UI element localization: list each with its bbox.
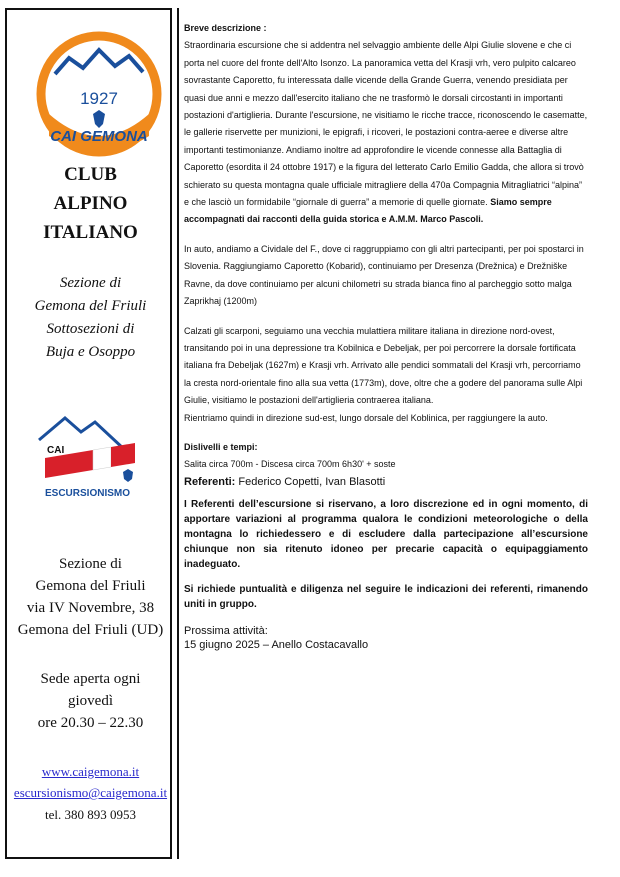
svg-text:ESCURSIONISMO: ESCURSIONISMO	[45, 488, 131, 499]
club-line: ITALIANO	[43, 222, 138, 243]
description-paragraph	[184, 37, 588, 228]
svg-text:CAI GEMONA: CAI GEMONA	[50, 128, 148, 145]
section-info	[7, 272, 174, 364]
svg-text:CAI: CAI	[47, 445, 65, 456]
next-activity-text: 15 giugno 2025 – Anello Costacavallo	[184, 639, 369, 652]
club-line: CLUB	[64, 164, 117, 185]
main-content	[184, 20, 588, 652]
hike-paragraph: Calzati gli scarponi, seguiamo una vecchia mulattiera militare italiana in direzione nord-ovest, transitando poi in una depressione tra Kobilnica e Debeljak, per poi percorrere la dorsale fortificata italiana fra Debeljak (1627m) e Krasji vrh. Arrivato alle pendici sommatali del Krasji vrh, percorriamo la cresta nord-orientale fino alla sua vetta (1773m), dove, oltre che a godere del panorama sulle Alpi Giulie, visitiamo le postazioni dell'artiglieria contraerea italiana.	[184, 325, 583, 406]
route-paragraph: In auto, andiamo a Cividale del F., dove ci raggruppiamo con gli altri partecipanti, per poi spostarci in Slovenia. Raggiungiamo Caporetto (Kobarid), continuiamo per Dresenza (Drežnica) e Drežniške Ravne, da dove continuiamo per alcuni chilometri su strada bianca fino al parcheggio sotto malga Zaprikhaj (1200m)	[184, 243, 584, 307]
section-line: Sottosezioni di	[46, 321, 135, 337]
section-line: Sezione di	[59, 275, 122, 291]
address-line: Gemona del Friuli (UD)	[17, 622, 164, 638]
description-bold: Siamo sempre accompagnati dai racconti della guida storica e A.M.M. Marco Pascoli.	[184, 197, 552, 225]
cai-escursionismo-logo	[35, 410, 151, 512]
svg-text:1927: 1927	[80, 89, 118, 108]
hours-line: ore 20.30 – 22.30	[37, 715, 144, 731]
description-label: Breve descrizione :	[184, 23, 267, 33]
next-activity-label: Prossima attività:	[184, 625, 268, 638]
return-paragraph: Rientriamo quindi in direzione sud-est, lungo dorsale del Koblinica, per raggiungere la auto.	[184, 412, 548, 423]
punctuality-note: Si richiede puntualità e diligenza nel seguire le indicazioni dei referenti, rimanendo uniti in gruppo.	[184, 584, 588, 611]
description-text: Straordinaria escursione che si addentra nel selvaggio ambiente delle Alpi Giulie slovene e che ci porta nel cuore del fronte dell'Alto Isonzo. La panoramica vetta del Krasji vrh, vero pulpito calcareo sovrastante Caporetto, fu interessata dalle vicende della Grande Guerra, venendo presidiata per quasi due anni e mezzo dall'esercito italiano che ne trasformò le dorsali circostanti in importanti postazioni d'artiglieria. Durante l'escursione, ne visitiamo le ricche tracce, riconoscendo le casematte, le gallerie riservette per munizioni, le epigrafi, i ricoveri, le postazioni contra-aeree e diverse altre importanti testimonianze. Andiamo inoltre ad approfondire le vicende connesse alla Battaglia di Caporetto (esordita il 24 ottobre 1917) e la figura del letterato Carlo Emilio Gadda, che allora si trovò schierato su questa montagna quale ufficiale mitragliere della 470a Compagnia Mitragliatrici “alpina” e che lasciò un formidabile “giornale di guerra” a memorie di quelle giornate.	[184, 40, 588, 208]
club-line: ALPINO	[53, 193, 128, 214]
website-link[interactable]: www.caigemona.it	[41, 764, 140, 779]
address-line: Sezione di	[59, 556, 122, 572]
elevation-text: Salita circa 700m - Discesa circa 700m 6h30' + soste	[184, 459, 396, 470]
club-title	[7, 160, 174, 247]
disclaimer: I Referenti dell’escursione si riservano, a loro discrezione ed in ogni momento, di apportare variazioni al programma qualora le condizioni meteorologiche o della montagna lo richiedessero e di escludere dalla partecipazione all’escursione chiunque non sia ritenuto idoneo per precarie capacità o equipaggiamento inadeguato.	[184, 499, 588, 571]
opening-hours	[7, 668, 174, 734]
email-link[interactable]: escursionismo@caigemona.it	[13, 785, 168, 800]
phone-number: tel. 380 893 0953	[45, 807, 136, 822]
elevation-label: Dislivelli e tempi:	[184, 441, 258, 452]
section-line: Buja e Osoppo	[45, 344, 136, 360]
hours-line: giovedì	[68, 693, 113, 709]
vertical-divider	[177, 8, 179, 859]
referents-label: Referenti:	[184, 475, 236, 488]
referents	[184, 474, 588, 491]
sidebar	[5, 8, 172, 859]
address-block	[7, 553, 174, 641]
referents-names: Federico Copetti, Ivan Blasotti	[238, 475, 386, 488]
section-line: Gemona del Friuli	[34, 298, 147, 314]
hours-line: Sede aperta ogni	[40, 671, 141, 687]
address-line: via IV Novembre, 38	[26, 600, 155, 616]
cai-gemona-logo	[33, 28, 165, 160]
address-line: Gemona del Friuli	[35, 578, 146, 594]
